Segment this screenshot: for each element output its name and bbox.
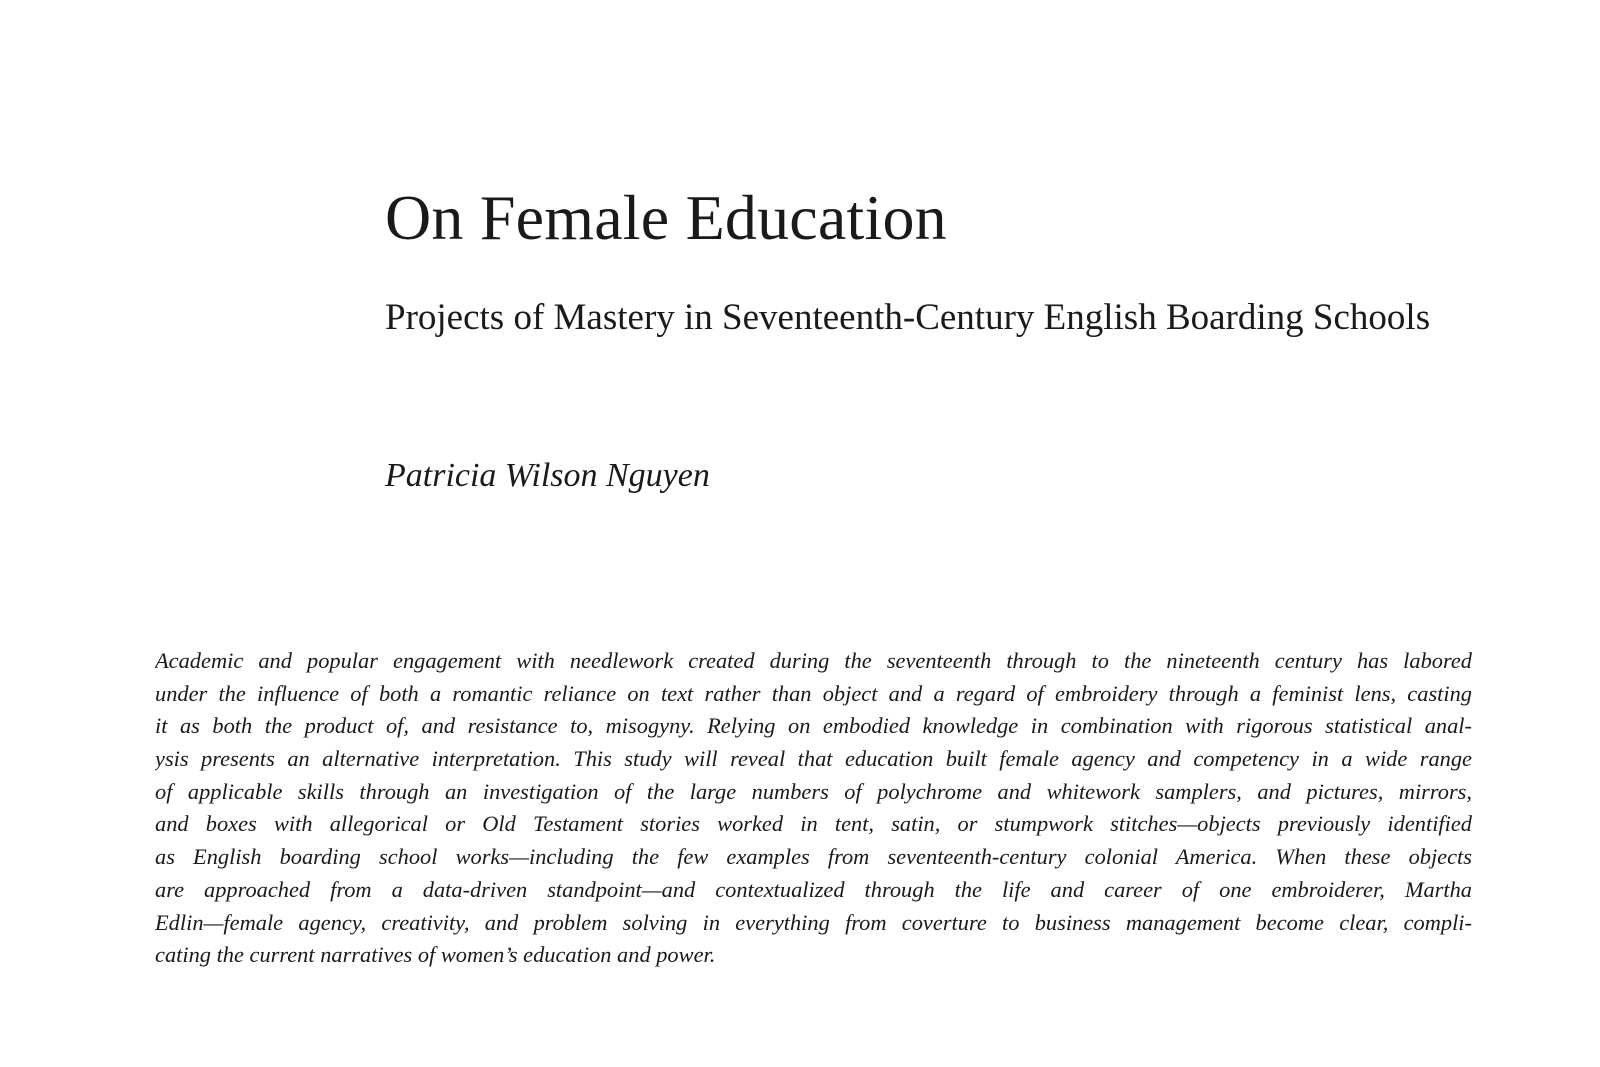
article-title: On Female Education [385,182,947,253]
abstract-line: as English boarding school works—including the few examples from seventeenth-century colonial America. When these objects [155,844,1472,870]
abstract-line: and boxes with allegorical or Old Testament stories worked in tent, satin, or stumpwork stitches—objects previously identified [155,811,1472,837]
abstract-line: are approached from a data-driven standpoint—and contextualized through the life and career of one embroiderer, Martha [155,876,1472,902]
article-abstract [155,645,1472,972]
abstract-line: of applicable skills through an investigation of the large numbers of polychrome and whitework samplers, and pictures, mirrors, [155,778,1472,804]
abstract-line: Edlin—female agency, creativity, and problem solving in everything from coverture to business management become clear, compli- [155,909,1472,935]
abstract-line: Academic and popular engagement with needlework created during the seventeenth through to the nineteenth century has labored [155,648,1472,673]
article-author: Patricia Wilson Nguyen [385,457,710,494]
abstract-line: under the influence of both a romantic reliance on text rather than object and a regard of embroidery through a feminist lens, casting [155,680,1472,706]
article-subtitle: Projects of Mastery in Seventeenth-Century English Boarding Schools [385,297,1431,338]
abstract-line: cating the current narratives of women’s education and power. [155,942,716,968]
abstract-line: it as both the product of, and resistance to, misogyny. Relying on embodied knowledge in combination with rigorous statistical anal- [155,713,1472,739]
abstract-line: ysis presents an alternative interpretation. This study will reveal that education built female agency and competency in a wide range [155,746,1472,772]
